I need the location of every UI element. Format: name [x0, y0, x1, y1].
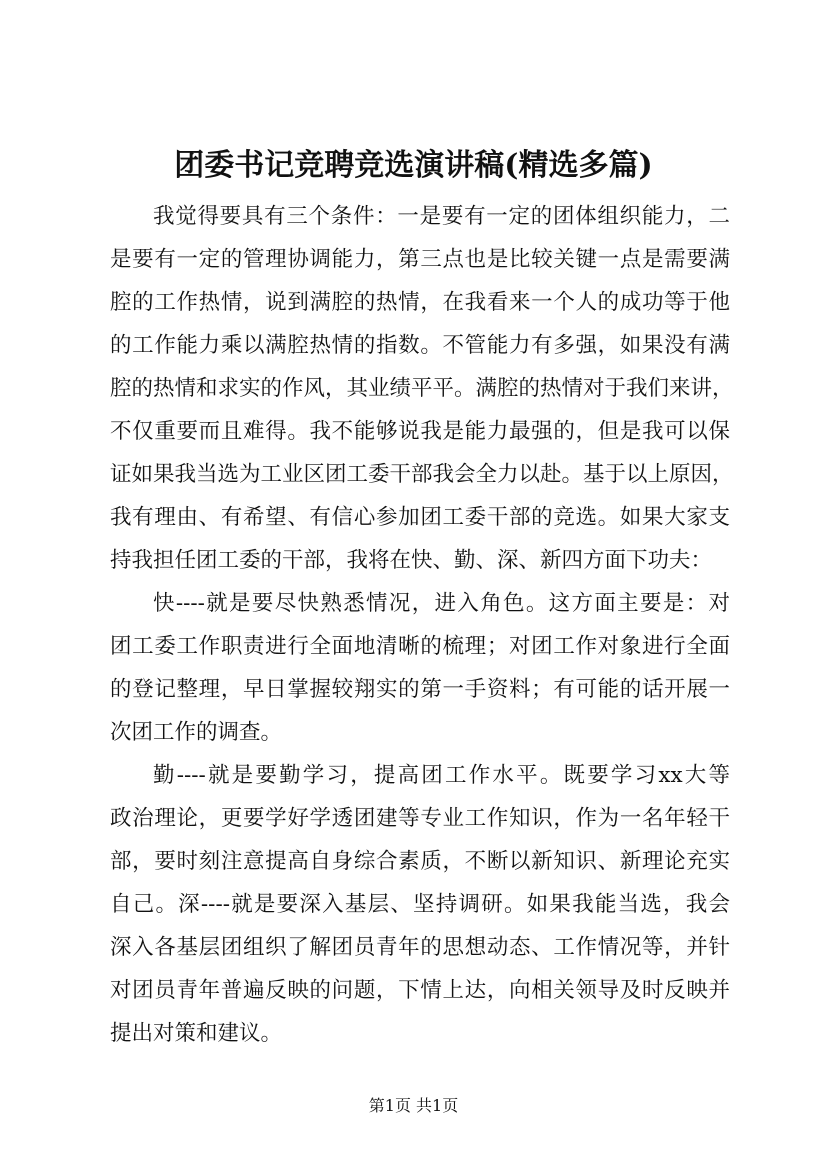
text-line: 的工作能力乘以满腔热情的指数。不管能力有多强，如果没有满	[110, 333, 730, 358]
text-line: 深入各基层团组织了解团员青年的思想动态、工作情况等，并针	[110, 935, 730, 960]
text-line: 腔的工作热情，说到满腔的热情，在我看来一个人的成功等于他	[110, 290, 730, 315]
document-body	[110, 195, 734, 1055]
text-line: 的登记整理，早日掌握较翔实的第一手资料；有可能的话开展一	[110, 677, 730, 702]
text-line: 自己。深----就是要深入基层、坚持调研。如果我能当选，我会	[110, 892, 730, 917]
text-line: 对团员青年普遍反映的问题，下情上达，向相关领导及时反映并	[110, 978, 730, 1003]
text-line: 我有理由、有希望、有信心参加团工委干部的竞选。如果大家支	[110, 505, 730, 530]
text-line: 团工委工作职责进行全面地清晰的梳理；对团工作对象进行全面	[110, 634, 730, 659]
text-line: 快----就是要尽快熟悉情况，进入角色。这方面主要是：对	[153, 591, 730, 616]
paragraph	[110, 582, 730, 754]
text-line: 政治理论，更要学好学透团建等专业工作知识，作为一名年轻干	[110, 806, 730, 831]
text-line: 不仅重要而且难得。我不能够说我是能力最强的，但是我可以保	[110, 419, 730, 444]
text-line: 提出对策和建议。	[110, 1021, 283, 1046]
text-line: 是要有一定的管理协调能力，第三点也是比较关键一点是需要满	[110, 247, 730, 272]
paragraph	[110, 754, 730, 1055]
text-line: 腔的热情和求实的作风，其业绩平平。满腔的热情对于我们来讲，	[110, 376, 734, 401]
text-line: 次团工作的调查。	[110, 720, 283, 745]
page-title: 团委书记竞聘竞选演讲稿(精选多篇)	[174, 148, 653, 183]
page-footer: 第1页 共1页	[368, 1096, 459, 1115]
text-line: 部，要时刻注意提高自身综合素质，不断以新知识、新理论充实	[110, 849, 730, 874]
text-line: 我觉得要具有三个条件：一是要有一定的团体组织能力，二	[153, 204, 730, 229]
paragraph	[110, 195, 734, 582]
text-line: 勤----就是要勤学习，提高团工作水平。既要学习xx大等	[153, 763, 730, 788]
text-line: 持我担任团工委的干部，我将在快、勤、深、新四方面下功夫：	[110, 548, 713, 573]
text-line: 证如果我当选为工业区团工委干部我会全力以赴。基于以上原因，	[110, 462, 734, 487]
